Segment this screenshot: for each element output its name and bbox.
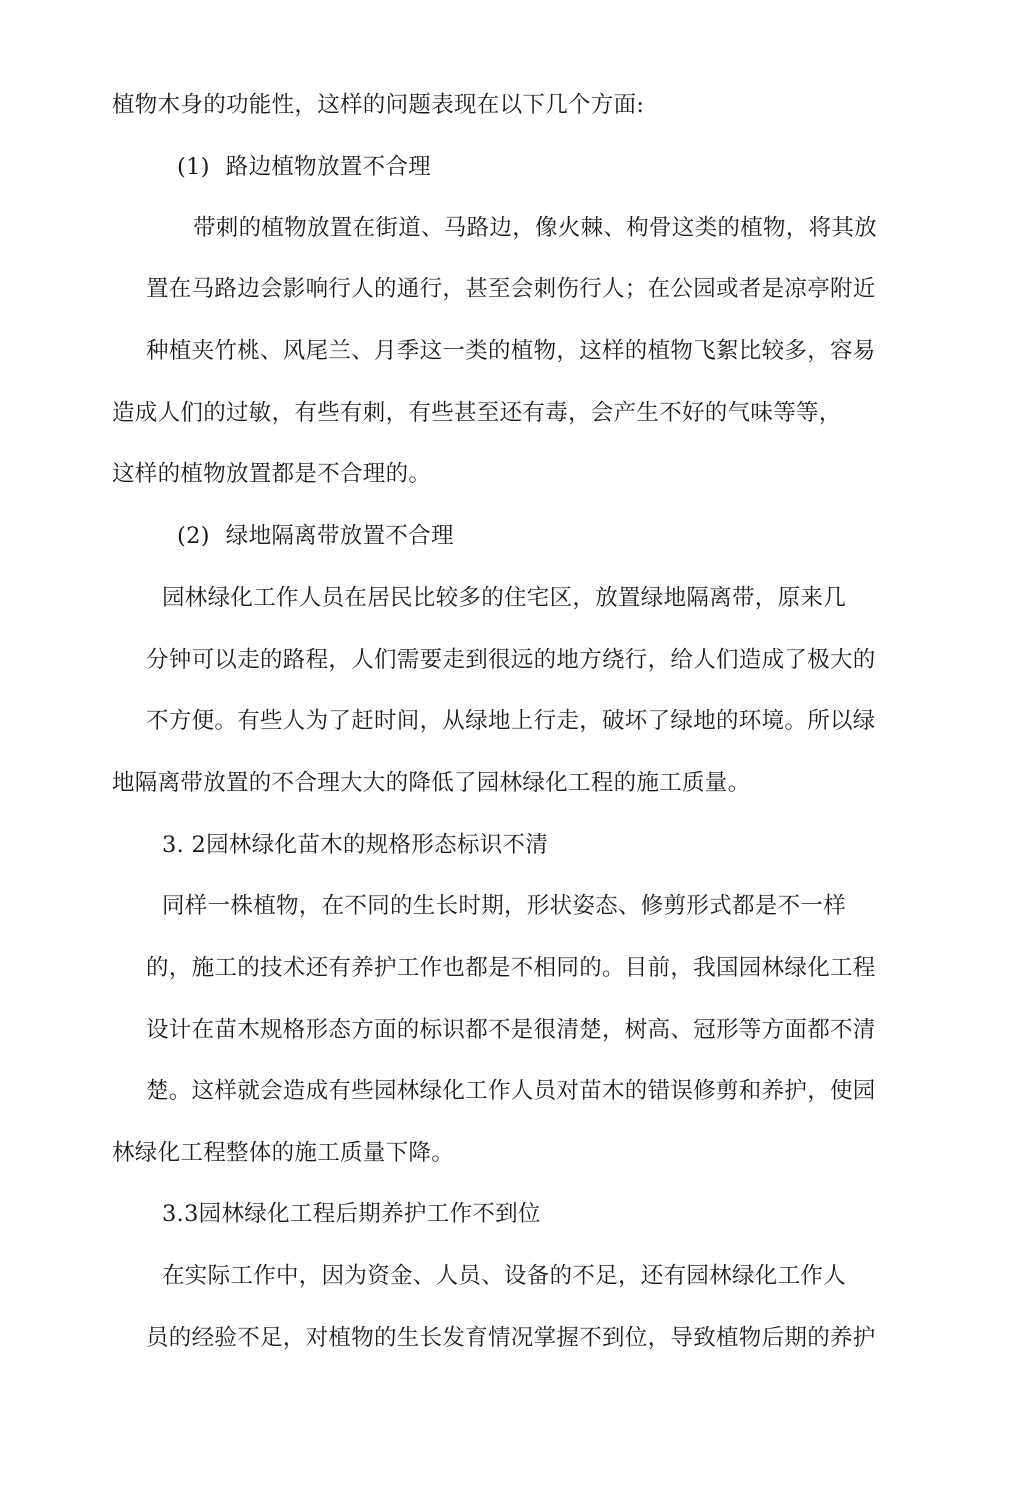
section-2-number: (2) xyxy=(177,523,210,549)
paragraph-line: 的，施工的技术还有养护工作也都是不相同的。目前，我国园林绿化工程 xyxy=(146,955,876,981)
paragraph-line: 园林绿化工作人员在居民比较多的住宅区，放置绿地隔离带，原来几 xyxy=(162,585,847,611)
paragraph-line: 这样的植物放置都是不合理的。 xyxy=(112,461,432,487)
section-1-heading xyxy=(177,152,431,182)
paragraph-line: 设计在苗木规格形态方面的标识都不是很清楚，树高、冠形等方面都不清 xyxy=(146,1017,876,1043)
paragraph-line: 楚。这样就会造成有些园林绿化工作人员对苗木的错误修剪和养护，使园 xyxy=(146,1078,876,1104)
paragraph-line: 造成人们的过敏，有些有刺，有些甚至还有毒，会产生不好的气味等等， xyxy=(112,400,842,426)
section-1-number: (1) xyxy=(177,154,210,180)
paragraph-line: 地隔离带放置的不合理大大的降低了园林绿化工程的施工质量。 xyxy=(112,770,751,796)
paragraph-line: 分钟可以走的路程，人们需要走到很远的地方绕行，给人们造成了极大的 xyxy=(146,647,876,673)
section-2-title: 绿地隔离带放置不合理 xyxy=(225,523,454,549)
paragraph-line: 林绿化工程整体的施工质量下降。 xyxy=(112,1140,455,1166)
paragraph-line: 员的经验不足，对植物的生长发育情况掌握不到位，导致植物后期的养护 xyxy=(146,1325,876,1351)
paragraph-line: 同样一株植物，在不同的生长时期，形状姿态、修剪形式都是不一样 xyxy=(162,893,847,919)
section-3-3-heading: 3.3园林绿化工程后期养护工作不到位 xyxy=(162,1201,541,1227)
section-2-heading xyxy=(177,521,454,551)
paragraph-line: 在实际工作中，因为资金、人员、设备的不足，还有园林绿化工作人 xyxy=(162,1263,847,1289)
paragraph-line: 不方便。有些人为了赶时间，从绿地上行走，破坏了绿地的环境。所以绿 xyxy=(146,708,876,734)
section-3-2-heading: 3. 2园林绿化苗木的规格形态标识不清 xyxy=(162,832,549,858)
paragraph-line: 置在马路边会影响行人的通行，甚至会刺伤行人；在公园或者是凉亭附近 xyxy=(146,276,876,302)
paragraph-line: 种植夹竹桃、风尾兰、月季这一类的植物，这样的植物飞絮比较多，容易 xyxy=(146,338,876,364)
paragraph-line: 带刺的植物放置在街道、马路边，像火棘、枸骨这类的植物，将其放 xyxy=(193,215,878,241)
intro-line: 植物木身的功能性，这样的问题表现在以下几个方面: xyxy=(112,92,645,118)
section-1-title: 路边植物放置不合理 xyxy=(225,154,431,180)
